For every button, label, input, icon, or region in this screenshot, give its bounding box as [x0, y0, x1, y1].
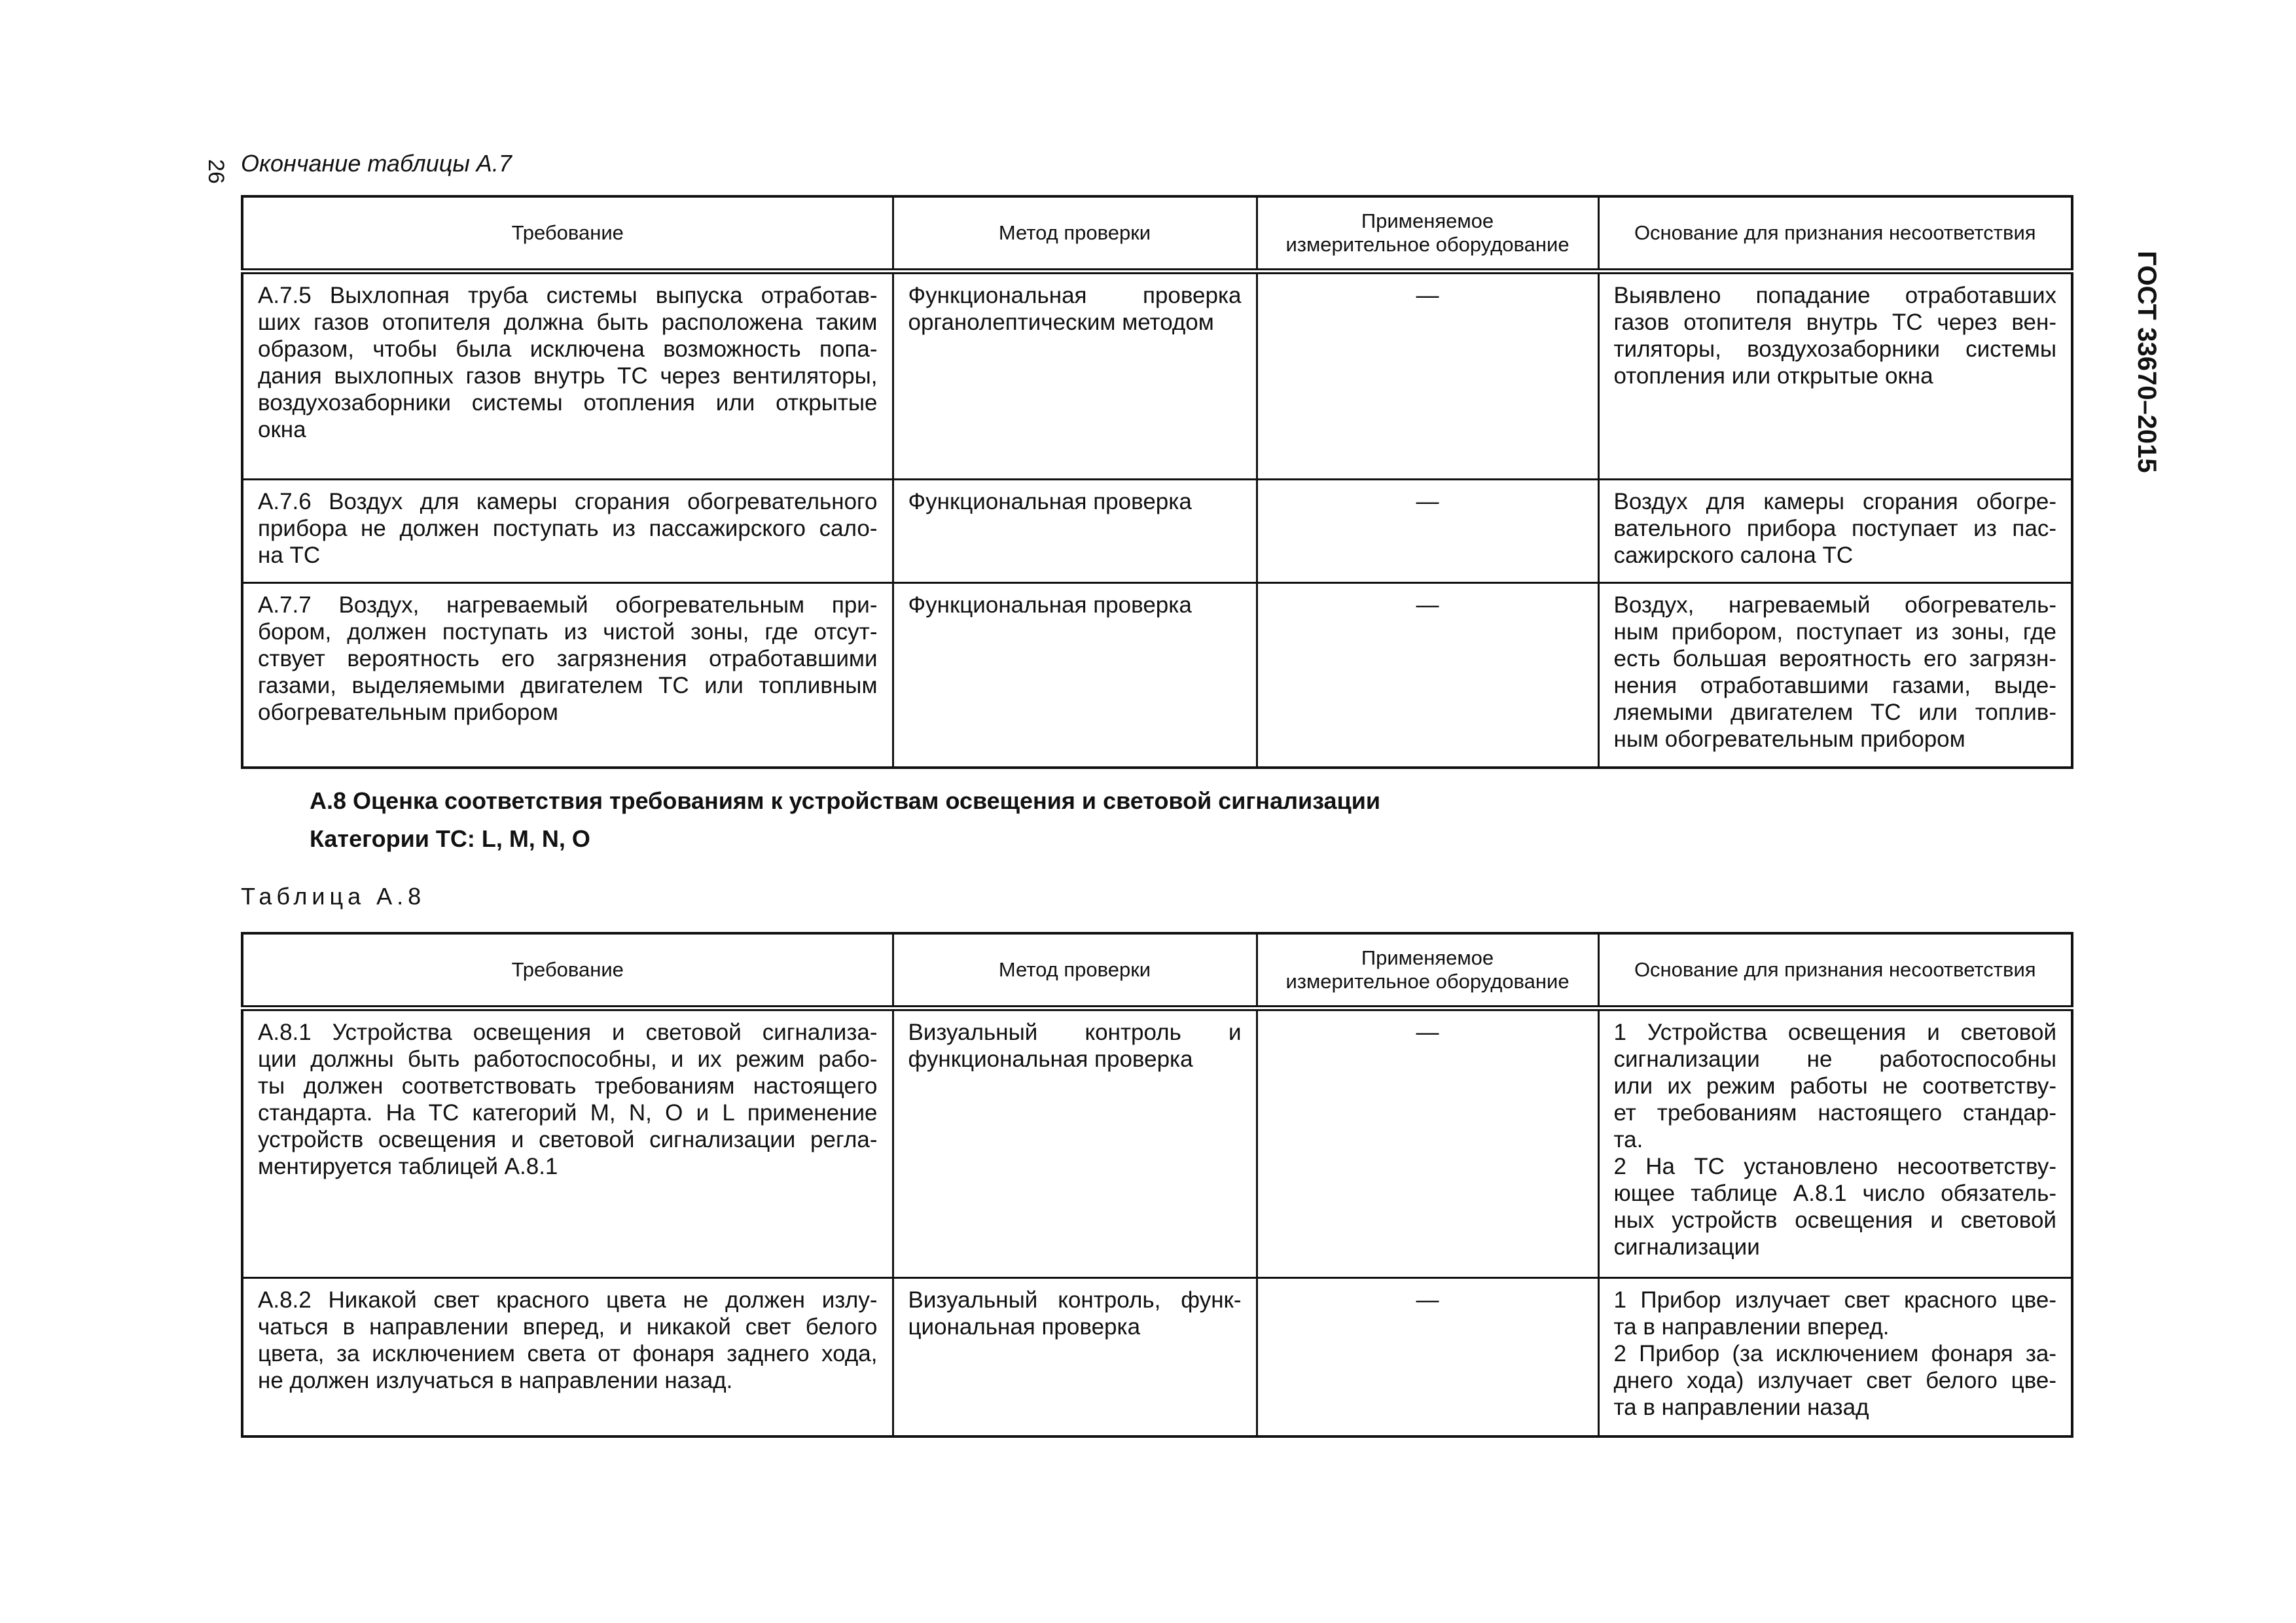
equipment-cell: —	[1257, 272, 1598, 480]
cell-line: ным обогревательным прибором	[1613, 726, 1965, 752]
cell-line: 2 На ТС установлено несоответству-	[1613, 1154, 2056, 1179]
header-basis: Основание для признания несоответствия	[1598, 196, 2072, 272]
cell-line: та.	[1613, 1127, 1643, 1152]
method-cell	[893, 583, 1257, 768]
cell-line: ляемыми двигателем ТС или топлив-	[1613, 700, 2056, 725]
header-basis: Основание для признания несоответствия	[1598, 933, 2072, 1008]
cell-line: вательного прибора поступает из пас-	[1613, 516, 2056, 541]
equipment-cell: —	[1257, 583, 1598, 768]
cell-line: органолептическим методом	[908, 310, 1214, 335]
basis-cell	[1598, 480, 2072, 583]
cell-line: Выявлено попадание отработавших	[1613, 283, 2056, 308]
cell-line: отопления или открытые окна	[1613, 363, 1933, 389]
method-cell	[893, 272, 1257, 480]
cell-line: сигнализации не работоспособны	[1613, 1046, 2056, 1072]
table-row	[242, 272, 2072, 480]
header-requirement: Требование	[242, 933, 893, 1008]
cell-line: цвета, за исключением света от фонаря заднего хода,	[258, 1341, 878, 1366]
table-a7-body	[242, 272, 2072, 768]
cell-line: 2 Прибор (за исключением фонаря за-	[1613, 1341, 2056, 1366]
basis-cell	[1598, 272, 2072, 480]
method-cell	[893, 1008, 1257, 1278]
cell-line: А.7.7 Воздух, нагреваемый обогревательным при-	[258, 592, 878, 618]
cell-line: циональная проверка	[908, 1314, 1141, 1340]
cell-line: сигнализации	[1613, 1234, 1760, 1260]
cell-line: ции должны быть работоспособны, и их режим рабо-	[258, 1046, 878, 1072]
requirement-cell	[242, 1008, 893, 1278]
header-requirement: Требование	[242, 196, 893, 272]
cell-line: ным прибором, поступает из зоны, где	[1613, 619, 2056, 645]
cell-line: Визуальный контроль и	[908, 1020, 1242, 1045]
header-equipment-line1: Применяемое	[1361, 209, 1494, 232]
basis-cell	[1598, 1278, 2072, 1436]
requirement-cell	[242, 272, 893, 480]
table-a8-caption: Таблица А.8	[241, 883, 426, 910]
cell-line: на ТС	[258, 543, 321, 568]
cell-line: Воздух, нагреваемый обогреватель-	[1613, 592, 2056, 618]
cell-line: Функциональная проверка	[908, 592, 1192, 618]
cell-line: 1 Прибор излучает свет красного цве-	[1613, 1287, 2056, 1313]
requirement-cell	[242, 480, 893, 583]
cell-line: чаться в направлении вперед, и никакой свет белого	[258, 1314, 878, 1340]
cell-line: ющее таблице А.8.1 число обязатель-	[1613, 1181, 2056, 1206]
cell-line: функциональная проверка	[908, 1046, 1193, 1072]
cell-line: газами, выделяемыми двигателем ТС или топливным	[258, 673, 878, 698]
table-a8	[241, 932, 2073, 1438]
cell-line: А.7.6 Воздух для камеры сгорания обогревательного	[258, 489, 878, 514]
page-number: 26	[204, 159, 228, 184]
cell-line: обогревательным прибором	[258, 700, 558, 725]
table-row	[242, 1008, 2072, 1278]
cell-line: ет требованиям настоящего стандар-	[1613, 1100, 2056, 1126]
header-method: Метод проверки	[893, 196, 1257, 272]
cell-line: А.7.5 Выхлопная труба системы выпуска отработав-	[258, 283, 878, 308]
cell-line: прибора не должен поступать из пассажирского сало-	[258, 516, 878, 541]
method-cell	[893, 1278, 1257, 1436]
cell-line: днего хода) излучает свет белого цве-	[1613, 1368, 2056, 1393]
table-header-row	[242, 196, 2072, 272]
cell-line: нения отработавшими газами, выде-	[1613, 673, 2056, 698]
cell-line: стандарта. На ТС категорий М, N, О и L применение	[258, 1100, 878, 1126]
cell-line: дания выхлопных газов внутрь ТС через вентиляторы,	[258, 363, 878, 389]
table-a7-continuation-caption: Окончание таблицы А.7	[241, 150, 512, 177]
table-a8-body	[242, 1008, 2072, 1436]
cell-line: газов отопителя внутрь ТС через вен-	[1613, 310, 2056, 335]
basis-cell	[1598, 1008, 2072, 1278]
cell-line: не должен излучаться в направлении назад.	[258, 1368, 733, 1393]
header-equipment-line2: измерительное оборудование	[1285, 970, 1570, 993]
cell-line: или их режим работы не соответству-	[1613, 1073, 2056, 1099]
cell-line: Визуальный контроль, функ-	[908, 1287, 1242, 1313]
cell-line: та в направлении вперед.	[1613, 1314, 1890, 1340]
cell-line: окна	[258, 417, 306, 442]
method-cell	[893, 480, 1257, 583]
cell-line: Воздух для камеры сгорания обогре-	[1613, 489, 2056, 514]
cell-line: бором, должен поступать из чистой зоны, где отсут-	[258, 619, 878, 645]
header-equipment	[1257, 196, 1598, 272]
cell-line: Функциональная проверка	[908, 283, 1242, 308]
section-a8-title: А.8 Оценка соответствия требованиям к устройствам освещения и световой сигнализации	[310, 787, 1380, 814]
table-a7	[241, 195, 2073, 769]
cell-line: воздухозаборники системы отопления или открытые	[258, 390, 878, 416]
requirement-cell	[242, 1278, 893, 1436]
requirement-cell	[242, 583, 893, 768]
cell-line: ствует вероятность его загрязнения отработавшими	[258, 646, 878, 671]
cell-line: ментируется таблицей А.8.1	[258, 1154, 558, 1179]
cell-line: образом, чтобы была исключена возможность попа-	[258, 336, 878, 362]
section-a8-categories: Категории ТС: L, M, N, O	[310, 825, 590, 852]
standard-designation: ГОСТ 33670–2015	[2132, 251, 2161, 473]
header-method: Метод проверки	[893, 933, 1257, 1008]
header-equipment-line1: Применяемое	[1361, 946, 1494, 969]
table-row	[242, 480, 2072, 583]
equipment-cell: —	[1257, 1278, 1598, 1436]
cell-line: та в направлении назад	[1613, 1395, 1869, 1420]
cell-line: А.8.2 Никакой свет красного цвета не должен излу-	[258, 1287, 878, 1313]
cell-line: ших газов отопителя должна быть расположена таким	[258, 310, 878, 335]
table-row	[242, 583, 2072, 768]
equipment-cell: —	[1257, 1008, 1598, 1278]
cell-line: Функциональная проверка	[908, 489, 1192, 514]
table-row	[242, 1278, 2072, 1436]
cell-line: А.8.1 Устройства освещения и световой сигнализа-	[258, 1020, 878, 1045]
cell-line: сажирского салона ТС	[1613, 543, 1854, 568]
header-equipment	[1257, 933, 1598, 1008]
header-equipment-line2: измерительное оборудование	[1285, 233, 1570, 256]
cell-line: устройств освещения и световой сигнализации регла-	[258, 1127, 878, 1152]
cell-line: есть большая вероятность его загрязн-	[1613, 646, 2056, 671]
basis-cell	[1598, 583, 2072, 768]
equipment-cell: —	[1257, 480, 1598, 583]
cell-line: тиляторы, воздухозаборники системы	[1613, 336, 2056, 362]
table-header-row	[242, 933, 2072, 1008]
cell-line: ты должен соответствовать требованиям настоящего	[258, 1073, 878, 1099]
cell-line: 1 Устройства освещения и световой	[1613, 1020, 2056, 1045]
cell-line: ных устройств освещения и световой	[1613, 1207, 2056, 1233]
